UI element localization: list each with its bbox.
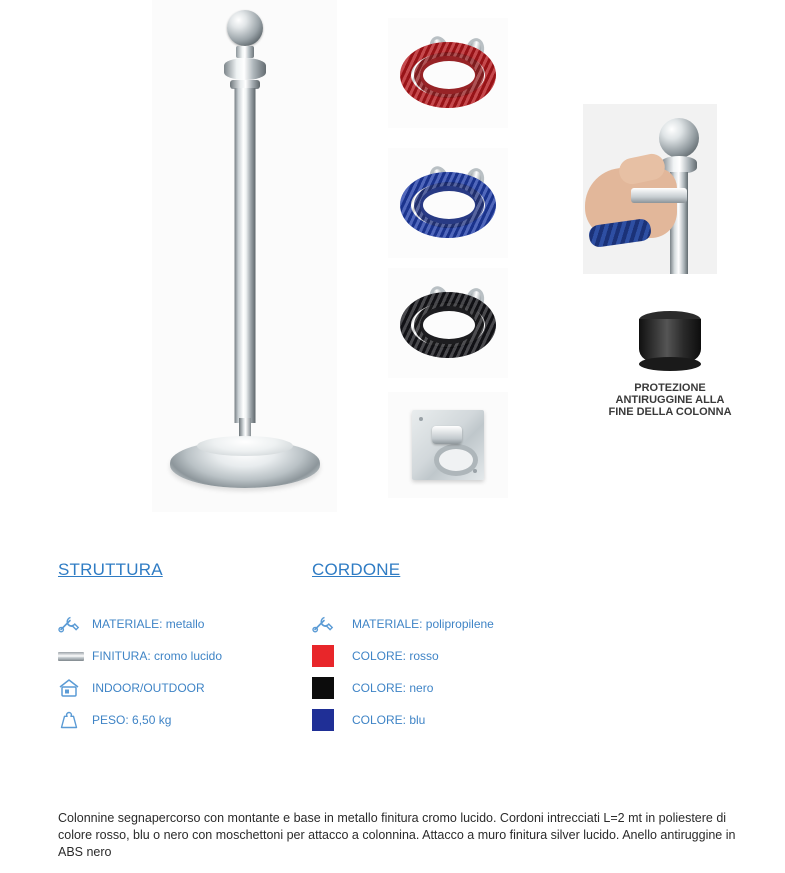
rope-braid-texture xyxy=(400,42,496,108)
spec-label-colore-blu: COLORE: blu xyxy=(352,713,426,727)
protector-cap-caption: PROTEZIONE ANTIRUGGINE ALLA FINE DELLA COLONNA xyxy=(608,382,732,418)
spec-row-indoor-outdoor xyxy=(58,672,308,704)
spec-label-peso: PESO: 6,50 kg xyxy=(92,713,172,727)
stanchion-pole xyxy=(234,88,255,423)
rope-photo-blue[interactable] xyxy=(388,148,508,258)
rope-photo-red[interactable] xyxy=(388,18,508,128)
clip-body xyxy=(631,188,687,203)
spec-title-struttura: STRUTTURA xyxy=(58,560,163,579)
product-description: Colonnine segnapercorso con montante e base in metallo finitura cromo lucido. Cordoni intrecciati L=2 mt in poliestere di colore rosso, blu o nero con moschettoni per attacco a colonnina. Attacco a muro finitura silver lucido. Anello antiruggine in ABS nero xyxy=(58,811,736,859)
indoor-outdoor-icon xyxy=(58,676,92,700)
stanchion-ball-top-icon xyxy=(227,10,263,46)
rope-coil-black xyxy=(394,286,502,362)
rope-coil-red xyxy=(394,36,502,112)
wall-plate-knob xyxy=(432,426,462,444)
spec-column-struttura xyxy=(58,560,308,736)
color-swatch-red-icon xyxy=(312,644,352,668)
color-swatch-blue-icon xyxy=(312,708,352,732)
main-product-photo[interactable] xyxy=(152,0,337,512)
weight-icon xyxy=(58,708,92,732)
spec-row-colore-blu xyxy=(312,704,562,736)
spec-label-colore-nero: COLORE: nero xyxy=(352,681,434,695)
spec-row-peso xyxy=(58,704,308,736)
stanchion-base-dome xyxy=(197,436,293,456)
spec-label-materiale-cordone: MATERIALE: polipropilene xyxy=(352,617,494,631)
spec-label-finitura: FINITURA: cromo lucido xyxy=(92,649,223,663)
wall-plate-ring xyxy=(434,444,478,476)
stanchion-cap xyxy=(224,58,266,80)
stanchion-collar xyxy=(236,46,254,58)
finish-bar-icon xyxy=(58,644,92,668)
wall-plate xyxy=(412,410,484,480)
stanchion-illustration xyxy=(152,0,337,512)
spec-label-indoor-outdoor: INDOOR/OUTDOOR xyxy=(92,681,205,695)
wrench-icon xyxy=(58,612,92,636)
clip-detail-photo[interactable] xyxy=(583,104,717,274)
rope-braid-texture xyxy=(400,292,496,358)
spec-row-materiale-cordone xyxy=(312,608,562,640)
spec-row-finitura xyxy=(58,640,308,672)
spec-row-colore-nero xyxy=(312,672,562,704)
spec-column-cordone xyxy=(312,560,562,736)
rope-coil-blue xyxy=(394,166,502,242)
rope-photo-black[interactable] xyxy=(388,268,508,378)
spec-label-colore-rosso: COLORE: rosso xyxy=(352,649,439,663)
spec-label-materiale: MATERIALE: metallo xyxy=(92,617,205,631)
post-ball-icon xyxy=(659,118,699,158)
rope-braid-texture xyxy=(400,172,496,238)
spec-row-colore-rosso xyxy=(312,640,562,672)
wrench-icon xyxy=(312,612,352,636)
spec-title-cordone: CORDONE xyxy=(312,560,401,579)
spec-row-materiale xyxy=(58,608,308,640)
color-swatch-black-icon xyxy=(312,676,352,700)
cap-bottom-edge xyxy=(639,357,701,371)
wall-bracket-photo[interactable] xyxy=(388,392,508,498)
protector-cap-photo[interactable] xyxy=(639,305,701,373)
